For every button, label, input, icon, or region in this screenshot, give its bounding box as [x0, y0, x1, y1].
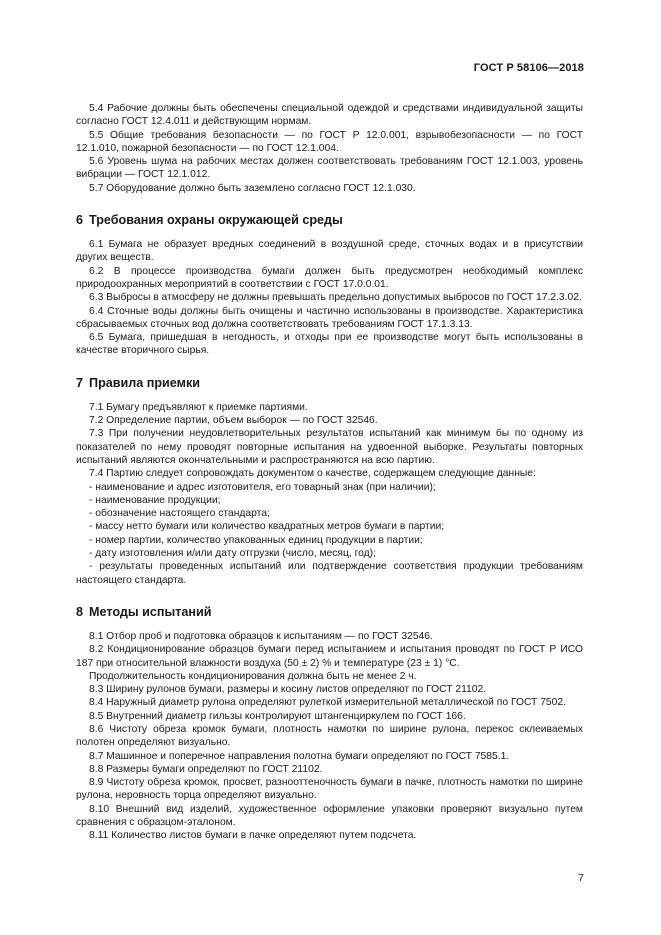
list-item: - номер партии, количество упакованных единиц продукции в партии; [89, 534, 423, 546]
paragraph-8-4: 8.4 Наружный диаметр рулона определяют рулеткой измерительной металлической по ГОСТ 7502. [89, 697, 566, 709]
section-8-heading [76, 604, 583, 620]
list-item: - массу нетто бумаги или количество квадратных метров бумаги в партии; [89, 521, 445, 533]
paragraph-6-5: 6.5 Бумага, пришедшая в негодность, и отходы при ее производстве могут быть использованы в качестве вторичного сырья. [76, 332, 583, 357]
paragraph-8-2-note: Продолжительность кондиционирования должна быть не менее 2 ч. [89, 670, 417, 682]
paragraph-7-3: 7.3 При получении неудовлетворительных результатов испытаний как минимум бы по одному из показателей по нему проводят повторные испытания на удвоенной выборке. Результаты повторных испытаний являются окончательными и распространяются на всю партию. [76, 428, 583, 466]
paragraph-6-2: 6.2 В процессе производства бумаги должен быть предусмотрен необходимый комплекс природоохранных мероприятий в соответствии с ГОСТ 17.0.0.01. [76, 265, 583, 290]
section-6-number: 6 [76, 213, 84, 228]
paragraph-8-6: 8.6 Чистоту обреза кромок бумаги, плотность намотки по ширине рулона, перекос склеиваемых полотен определяют визуально. [76, 723, 583, 749]
paragraph-8-3: 8.3 Ширину рулонов бумаги, размеры и косину листов определяют по ГОСТ 21102. [89, 684, 487, 696]
paragraph-5-4: 5.4 Рабочие должны быть обеспечены специальной одеждой и средствами индивидуальной защиты согласно ГОСТ 12.4.011 и действующим нормам. [76, 103, 583, 128]
paragraph-8-2: 8.2 Кондиционирование образцов бумаги перед испытанием и испытания проводят по ГОСТ Р ИСО 187 при относительной влажности воздуха (50 ± 2) % и температуре (23 ± 1) °С. [76, 644, 583, 669]
paragraph-8-1: 8.1 Отбор проб и подготовка образцов к испытаниям — по ГОСТ 32546. [89, 630, 433, 642]
paragraph-5-5: 5.5 Общие требования безопасности — по ГОСТ Р 12.0.001, взрывобезопасности — по ГОСТ 12.1.010, пожарной безопасности — по ГОСТ 12.1.004. [76, 129, 583, 154]
paragraph-7-4: 7.4 Партию следует сопровождать документом о качестве, содержащем следующие данные: [89, 468, 536, 480]
paragraph-8-5: 8.5 Внутренний диаметр гильзы контролируют штангенциркулем по ГОСТ 166. [89, 710, 466, 722]
section-7-title: Правила приемки [89, 375, 200, 390]
document-code: ГОСТ Р 58106—2018 [473, 62, 584, 74]
page-number: 7 [578, 872, 584, 884]
paragraph-7-1: 7.1 Бумагу предъявляют к приемке партиями. [89, 401, 308, 413]
paragraph-8-8: 8.8 Размеры бумаги определяют по ГОСТ 21102. [89, 763, 323, 775]
list-item: - наименование и адрес изготовителя, его товарный знак (при наличии); [89, 481, 436, 493]
page-content [76, 102, 583, 843]
section-6-title: Требования охраны окружающей среды [89, 213, 343, 228]
paragraph-8-11: 8.11 Количество листов бумаги в пачке определяют путем подсчета. [89, 830, 417, 842]
section-8-title: Методы испытаний [89, 604, 212, 619]
paragraph-7-2: 7.2 Определение партии, объем выборок — по ГОСТ 32546. [89, 415, 378, 427]
paragraph-8-9: 8.9 Чистоту обреза кромок, просвет, разнооттеночность бумаги в пачке, плотность намотки по ширине рулона, неровность торца определяют визуально. [76, 777, 583, 802]
paragraph-5-7: 5.7 Оборудование должно быть заземлено согласно ГОСТ 12.1.030. [89, 182, 416, 194]
section-6-heading [76, 212, 583, 228]
paragraph-8-10: 8.10 Внешний вид изделий, художественное оформление упаковки проверяют визуально путем сравнения с образцом-эталоном. [76, 803, 583, 829]
paragraph-6-3: 6.3 Выбросы в атмосферу не должны превышать предельно допустимых выбросов по ГОСТ 17.2.3.02. [89, 292, 582, 304]
paragraph-6-1: 6.1 Бумага не образует вредных соединений в воздушной среде, сточных водах и в присутствии других веществ. [76, 239, 583, 264]
section-8-number: 8 [76, 604, 84, 619]
paragraph-6-4: 6.4 Сточные воды должны быть очищены и частично использованы в производстве. Характеристика сбрасываемых сточных вод должна соответствовать требованиям ГОСТ 17.1.3.13. [76, 305, 583, 330]
list-item: - дату изготовления и/или дату отгрузки (число, месяц, год); [89, 548, 376, 560]
paragraph-8-7: 8.7 Машинное и поперечное направления полотна бумаги определяют по ГОСТ 7585.1. [89, 750, 510, 762]
list-item: - обозначение настоящего стандарта; [89, 508, 270, 520]
paragraph-5-6: 5.6 Уровень шума на рабочих местах должен соответствовать требованиям ГОСТ 12.1.003, уровень вибрации — ГОСТ 12.1.012. [76, 156, 583, 181]
list-item: - наименование продукции; [89, 494, 221, 506]
section-7-heading [76, 375, 583, 391]
list-item: - результаты проведенных испытаний или подтверждение соответствия продукции требованиям настоящего стандарта. [76, 561, 583, 586]
section-7-number: 7 [76, 375, 84, 390]
